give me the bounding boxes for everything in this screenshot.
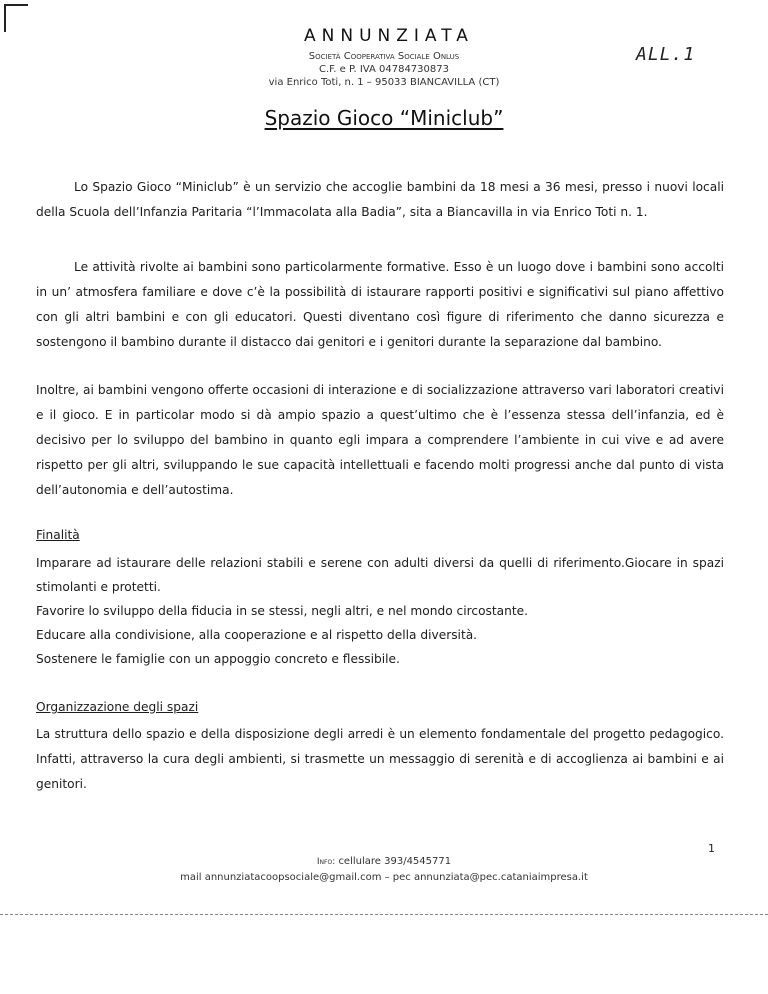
intro-paragraph-2	[36, 255, 724, 355]
footer-mail-line: mail annunziatacoopsociale@gmail.com – pec annunziata@pec.cataniaimpresa.it	[180, 872, 588, 883]
intro-text-2: Le attività rivolte ai bambini sono particolarmente formative. Esso è un luogo dove i bambini sono accolti in un’ atmosfera familiare e dove c’è la possibilità di istaurare rapporti positivi e significativi sul piano affettivo con gli altri bambini e con gli educatori. Questi diventano così figure di riferimento che danno sicurezza e sostengono il bambino durante il distacco dai genitori e i genitori durante la separazione dal bambino.	[36, 260, 724, 349]
organizzazione-text: La struttura dello spazio e della disposizione degli arredi è un elemento fondamentale del progetto pedagogico. Infatti, attraverso la cura degli ambienti, si trasmette un messaggio di serenità e di accoglienza ai bambini e ai genitori.	[36, 727, 724, 791]
list-item: Imparare ad istaurare delle relazioni stabili e serene con adulti diversi da quelli di riferimento.Giocare in spazi stimolanti e protetti.	[36, 556, 724, 594]
finalita-list	[36, 551, 724, 671]
page-bottom-divider	[0, 914, 768, 915]
intro-paragraph-3	[36, 378, 724, 503]
finalita-heading: Finalità	[36, 528, 80, 542]
document-title: Spazio Gioco “Miniclub”	[264, 106, 504, 130]
handwritten-attachment-mark: ALL.1	[636, 44, 696, 65]
footer-phone: cellulare 393/4545771	[338, 856, 452, 867]
organizzazione-heading: Organizzazione degli spazi	[36, 700, 199, 714]
org-name: ANNUNZIATA	[304, 26, 474, 46]
list-item: Sostenere le famiglie con un appoggio concreto e flessibile.	[36, 652, 400, 666]
list-item: Educare alla condivisione, alla cooperazione e al rispetto della diversità.	[36, 628, 478, 642]
intro-text-3: Inoltre, ai bambini vengono offerte occasioni di interazione e di socializzazione attraverso vari laboratori creativi e il gioco. E in particolar modo si dà ampio spazio a quest’ultimo che è l’essenza stessa dell’infanzia, ed è decisivo per lo sviluppo del bambino in quanto egli impara a comprendere l’ambiente in cui vive e ad avere rispetto per gli altri, sviluppando le sue capacità intellettuali e facendo molti progressi anche dal punto di vista dell’autonomia e dell’autostima.	[36, 383, 724, 497]
intro-text-1: Lo Spazio Gioco “Miniclub” è un servizio che accoglie bambini da 18 mesi a 36 mesi, presso i nuovi locali della Scuola dell’Infanzia Paritaria “l’Immacolata alla Badia”, sita a Biancavilla in via Enrico Toti n. 1.	[36, 180, 724, 219]
list-item: Favorire lo sviluppo della fiducia in se stessi, negli altri, e nel mondo circostante.	[36, 604, 529, 618]
page-number: 1	[708, 842, 715, 855]
footer-info-line	[0, 854, 768, 870]
footer-info-label: Info:	[316, 857, 336, 867]
intro-paragraph-1	[36, 175, 724, 225]
org-address: via Enrico Toti, n. 1 – 95033 BIANCAVILLA (CT)	[268, 77, 500, 88]
org-tax-id: C.F. e P. IVA 04784730873	[319, 64, 449, 75]
footer	[0, 854, 768, 885]
organizzazione-paragraph	[36, 722, 724, 797]
org-type: Società Cooperativa Sociale Onlus	[308, 51, 460, 62]
